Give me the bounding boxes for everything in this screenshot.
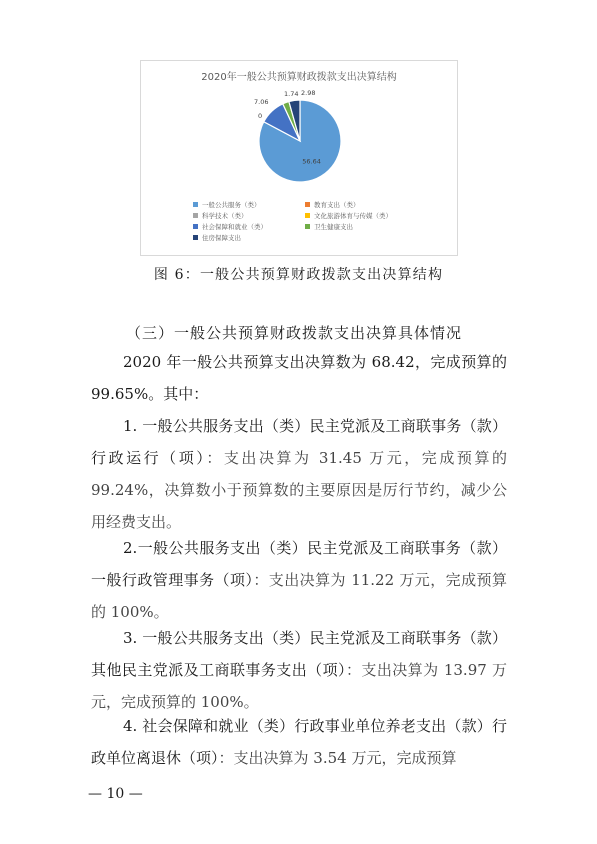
legend-label: 住房保障支出 — [202, 233, 241, 242]
legend-item — [193, 199, 305, 209]
legend-item — [193, 210, 305, 220]
item-3-body: ：支出决算为 13.97 万元，完成预算的 100%。 — [91, 661, 507, 711]
pie-chart — [140, 60, 458, 256]
legend-item — [193, 232, 305, 242]
item-4-paragraph — [91, 710, 507, 774]
item-4-heading: 4. 社会保障和就业（类）行政事业单位养老支出（款）行政单位离退休（项） — [91, 717, 507, 767]
item-2-paragraph — [91, 532, 507, 628]
item-1-body: ：支出决算为 31.45 万元，完成预算的 99.24%，决算数小于预算数的主要原因是厉行节约，减少公用经费支出。 — [91, 449, 507, 531]
item-3-paragraph — [91, 622, 507, 718]
item-4-body: ：支出决算为 3.54 万元，完成预算 — [218, 749, 457, 767]
item-3-heading: 3. 一般公共服务支出（类）民主党派及工商联事务（款）其他民主党派及工商联事务支出（项） — [91, 629, 507, 679]
legend-item — [305, 221, 445, 231]
legend-item — [193, 221, 305, 231]
figure-caption: 图 6：一般公共预算财政拨款支出决算结构 — [153, 267, 444, 283]
legend-item — [305, 199, 445, 209]
data-label: 1.74 — [284, 90, 299, 98]
chart-legend — [193, 199, 453, 242]
item-2-heading: 2.一般公共服务支出（类）民主党派及工商联事务（款）一般行政管理事务（项） — [91, 539, 507, 589]
legend-label: 教育支出（类） — [314, 200, 360, 209]
item-1-heading: 1. 一般公共服务支出（类）民主党派及工商联事务（款）行政运行（项） — [91, 417, 507, 467]
data-label: 0 — [258, 112, 263, 120]
data-label: 7.06 — [254, 98, 269, 106]
legend-item — [305, 210, 445, 220]
legend-label: 卫生健康支出 — [314, 222, 353, 231]
legend-label: 科学技术（类） — [202, 211, 248, 220]
legend-label: 一般公共服务（类） — [202, 200, 261, 209]
page-number: — 10 — — [88, 786, 143, 802]
chart-title: 2020年一般公共预算财政拨款支出决算结构 — [201, 72, 397, 83]
data-label: 2.98 — [301, 89, 316, 97]
summary-paragraph: 2020 年一般公共预算支出决算数为 68.42，完成预算的 99.65%。其中： — [91, 353, 507, 403]
item-2-body: ：支出决算为 11.22 万元，完成预算的 100%。 — [91, 571, 507, 621]
legend-label: 社会保障和就业（类） — [202, 222, 267, 231]
data-label: 56.64 — [302, 157, 321, 166]
section-heading: （三）一般公共预算财政拨款支出决算具体情况 — [126, 324, 463, 342]
legend-label: 文化旅游体育与传媒（类） — [314, 211, 392, 220]
item-1-paragraph — [91, 410, 507, 538]
